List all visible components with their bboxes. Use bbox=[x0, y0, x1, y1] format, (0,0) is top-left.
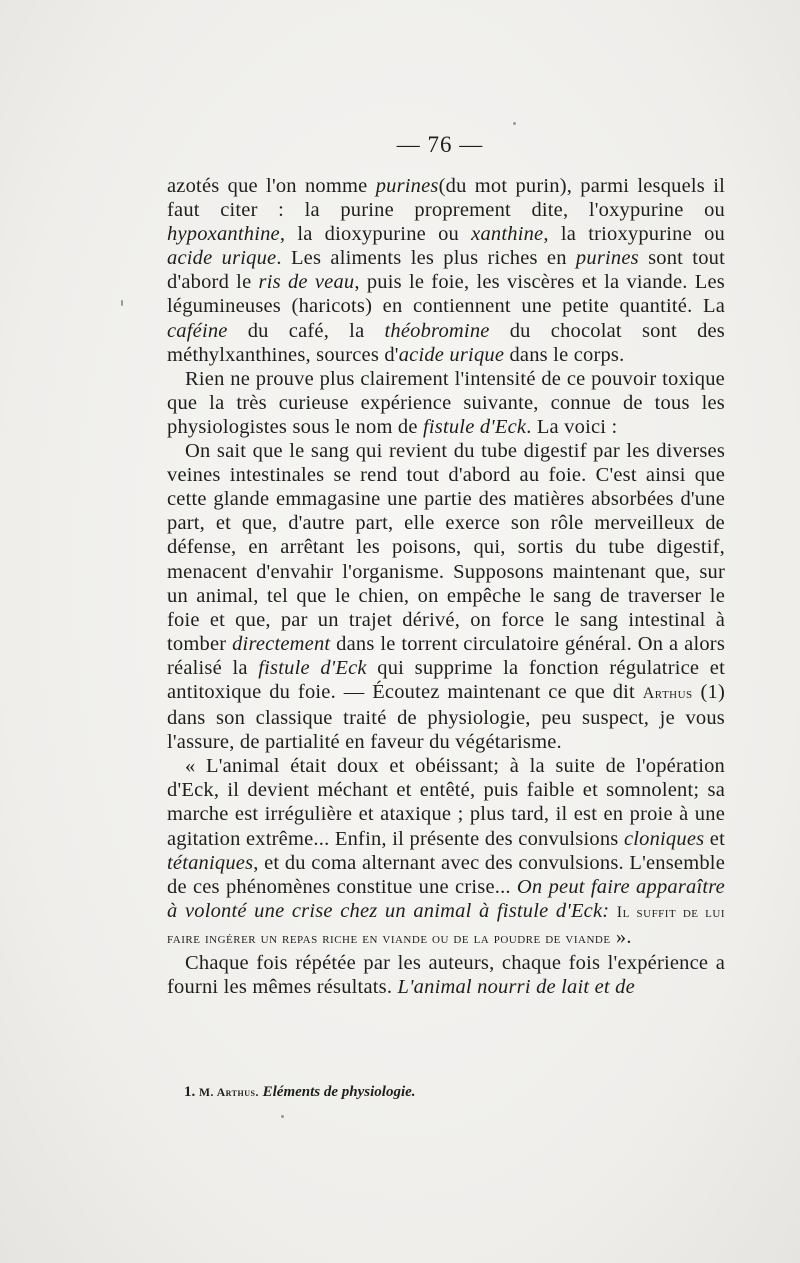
footnote-author: M. Arthus. bbox=[199, 1086, 259, 1099]
text-run: et bbox=[704, 827, 725, 850]
text-run: . La voici : bbox=[526, 415, 618, 438]
text-run: On sait que le sang qui revient du tube digestif par les diverses veines intestinales se rend tout d'abord au foie. C'est ainsi que cette glande emmagasine une partie des matières absorbées d'une part, et que, d'autre part, elle exerce son rôle merveilleux de défense, en arrêtant les poisons, qui, sortis du tube digestif, menacent d'envahir l'organisme. Supposons maintenant que, sur un animal, tel que le chien, on empêche le sang de traverser le foie et que, par un trajet dérivé, on force le sang intestinal à tomber bbox=[167, 440, 725, 655]
italic-text: théobromine bbox=[384, 319, 490, 342]
italic-text: tétaniques bbox=[167, 851, 254, 874]
italic-text: caféine bbox=[167, 319, 228, 342]
text-run: ». bbox=[610, 925, 632, 948]
paragraph bbox=[167, 439, 725, 754]
italic-text: purines bbox=[375, 175, 439, 197]
text-run: , la dioxypurine ou bbox=[279, 223, 472, 246]
text-run: . Les aliments les plus riches en bbox=[276, 247, 576, 270]
text-run: (du mot purin), parmi lesquels il faut citer : la purine proprement dite, l'oxypurine ou bbox=[167, 175, 725, 222]
paragraph bbox=[167, 754, 725, 951]
paper-speck bbox=[121, 300, 123, 306]
italic-text: acide urique bbox=[167, 247, 277, 270]
italic-text: ris de veau bbox=[258, 271, 355, 294]
italic-text: L'animal nourri de lait et de bbox=[397, 976, 635, 999]
footnote-number: 1. bbox=[184, 1084, 196, 1100]
text-run: , la trioxypurine ou bbox=[543, 223, 725, 246]
italic-text: directement bbox=[232, 632, 331, 655]
footnote-title: Eléments de physiologie. bbox=[262, 1084, 416, 1100]
page-number: — 76 — bbox=[396, 132, 484, 157]
text-run: qui supprime la fonction régulatrice et antitoxique du foie. — Écoutez maintenant ce que dit bbox=[167, 656, 725, 703]
text-run: , et du coma alternant avec des convulsions. L'ensemble de ces phénomènes constitue une crise... bbox=[167, 851, 725, 898]
paragraph bbox=[167, 951, 725, 999]
text-run: dans le corps. bbox=[504, 343, 625, 366]
italic-text: hypoxanthine bbox=[167, 223, 280, 246]
text-run: Chaque fois répétée par les auteurs, chaque fois l'expérience a fourni les mêmes résultats. bbox=[167, 952, 725, 999]
paper-speck bbox=[281, 1115, 284, 1118]
body-text bbox=[167, 174, 725, 999]
text-run: sont tout d'abord le bbox=[167, 247, 725, 294]
text-run: dans le torrent circulatoire général. On a alors réalisé la bbox=[167, 632, 726, 679]
italic-text: On peut faire apparaître à volonté une crise chez un animal à fistule d'Eck: bbox=[167, 875, 725, 922]
paper-speck bbox=[513, 122, 516, 125]
paragraph bbox=[167, 174, 725, 367]
footnote bbox=[184, 1084, 416, 1101]
italic-text: acide urique bbox=[398, 343, 505, 366]
italic-text: fistule d'Eck bbox=[422, 415, 527, 438]
italic-text: xanthine bbox=[471, 223, 544, 246]
small-caps-text: Il suffit de lui faire ingérer un repas riche en viande ou de la poudre de viande bbox=[167, 903, 726, 947]
italic-text: fistule d'Eck bbox=[258, 656, 367, 679]
text-run: « L'animal était doux et obéissant; à la suite de l'opération d'Eck, il devient méchant et entêté, puis faible et somnolent; sa marche est irrégulière et ataxique ; plus tard, il est en proie à une agitation extrême... Enfin, il présente des convulsions bbox=[167, 755, 725, 850]
small-caps-text: Arthus bbox=[642, 684, 693, 702]
text-run bbox=[609, 900, 617, 922]
text-run: (1) dans son classique traité de physiologie, peu suspect, je vous l'assure, de partialité en faveur du végétarisme. bbox=[167, 680, 725, 754]
italic-text: cloniques bbox=[623, 827, 705, 850]
text-run: azotés que l'on nomme bbox=[167, 175, 376, 197]
italic-text: purines bbox=[575, 247, 639, 270]
text-run: Rien ne prouve plus clairement l'intensité de ce pouvoir toxique que la très curieuse expérience suivante, connue de tous les physiologistes sous le nom de bbox=[167, 367, 725, 438]
text-run: du chocolat sont des méthylxanthines, sources d' bbox=[167, 319, 725, 366]
text-run: du café, la bbox=[227, 319, 385, 342]
paragraph bbox=[167, 367, 725, 439]
text-run: , puis le foie, les viscères et la viande. Les légumineuses (haricots) en contiennent une petite quantité. La bbox=[167, 271, 725, 318]
